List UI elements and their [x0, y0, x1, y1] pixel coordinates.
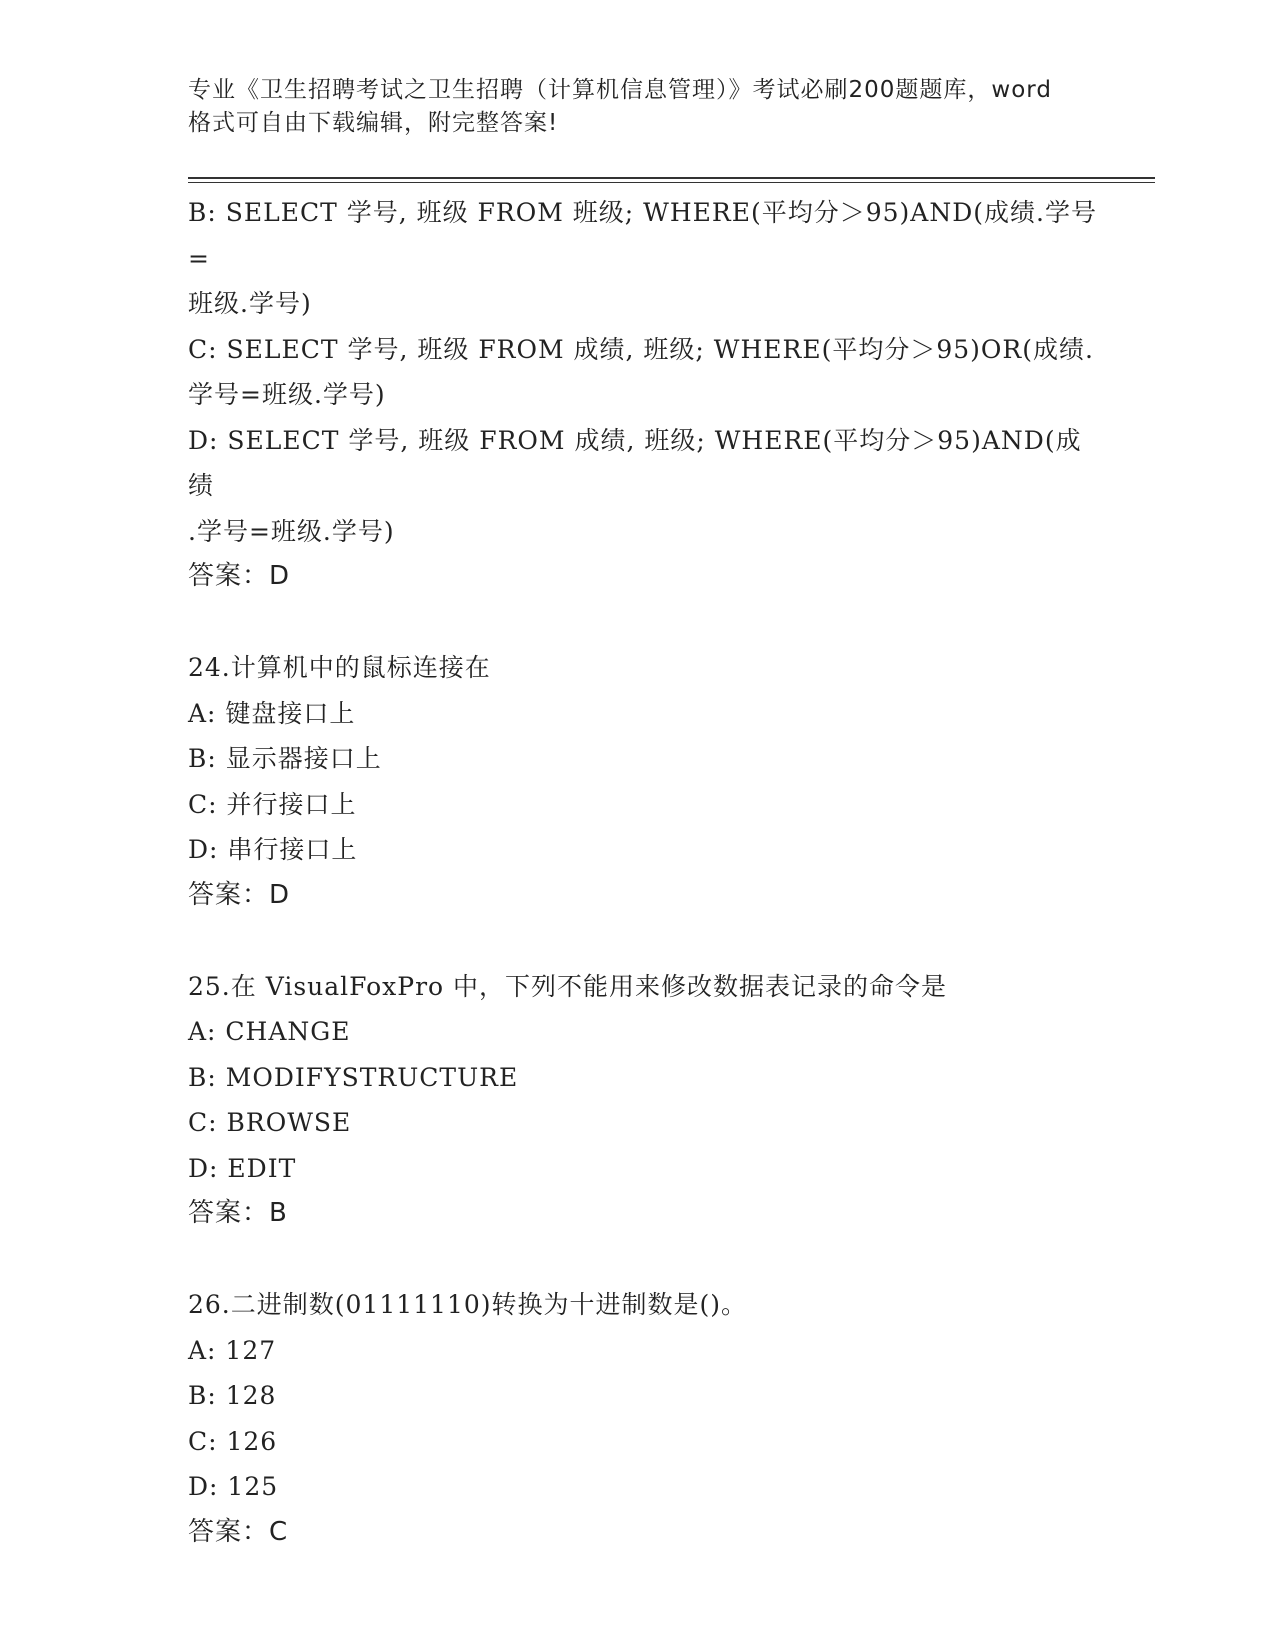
option-d: D: 125 [188, 1472, 279, 1501]
option-b: B: MODIFYSTRUCTURE [188, 1062, 519, 1092]
question-block-25 [188, 964, 1098, 1237]
answer-line: 答案：B [188, 1198, 288, 1228]
option-line: .学号=班级.学号) [188, 516, 395, 546]
question-block-24 [188, 645, 1098, 918]
option-b: B: 显示器接口上 [188, 744, 382, 773]
question-list [188, 190, 1098, 1555]
option-line: B: SELECT 学号, 班级 FROM 班级; WHERE(平均分＞95)AND(成绩.学号= [188, 198, 1097, 273]
option-c: C: 并行接口上 [188, 789, 357, 819]
question-stem: 24.计算机中的鼠标连接在 [188, 653, 491, 682]
header-line-1: 专业《卫生招聘考试之卫生招聘（计算机信息管理）》考试必刷200题题库，word [188, 77, 1052, 103]
option-a: A: CHANGE [188, 1017, 351, 1046]
header-divider-thick [188, 177, 1155, 179]
answer-line: 答案：C [188, 1516, 289, 1547]
header-divider-thin [188, 182, 1155, 183]
option-line: D: SELECT 学号, 班级 FROM 成绩, 班级; WHERE(平均分＞95)AND(成绩 [188, 425, 1082, 500]
option-d: D: 串行接口上 [188, 835, 358, 864]
option-a: A: 键盘接口上 [188, 698, 356, 728]
question-stem: 25.在 VisualFoxPro 中，下列不能用来修改数据表记录的命令是 [188, 971, 948, 1001]
header-line-2: 格式可自由下载编辑，附完整答案! [188, 110, 559, 136]
answer-line: 答案：D [188, 561, 291, 591]
option-c: C: 126 [188, 1426, 278, 1456]
option-line: C: SELECT 学号, 班级 FROM 成绩, 班级; WHERE(平均分＞95)OR(成绩. [188, 334, 1094, 364]
option-a: A: 127 [188, 1335, 277, 1365]
option-c: C: BROWSE [188, 1108, 352, 1137]
option-line: 学号=班级.学号) [188, 380, 386, 409]
question-block-26 [188, 1282, 1098, 1555]
answer-line: 答案：D [188, 879, 291, 910]
prev-question-block [188, 190, 1098, 600]
option-line: 班级.学号) [188, 289, 312, 318]
document-header [188, 74, 1088, 140]
option-d: D: EDIT [188, 1153, 297, 1183]
question-stem: 26.二进制数(01111110)转换为十进制数是()。 [188, 1290, 748, 1319]
option-b: B: 128 [188, 1381, 277, 1410]
